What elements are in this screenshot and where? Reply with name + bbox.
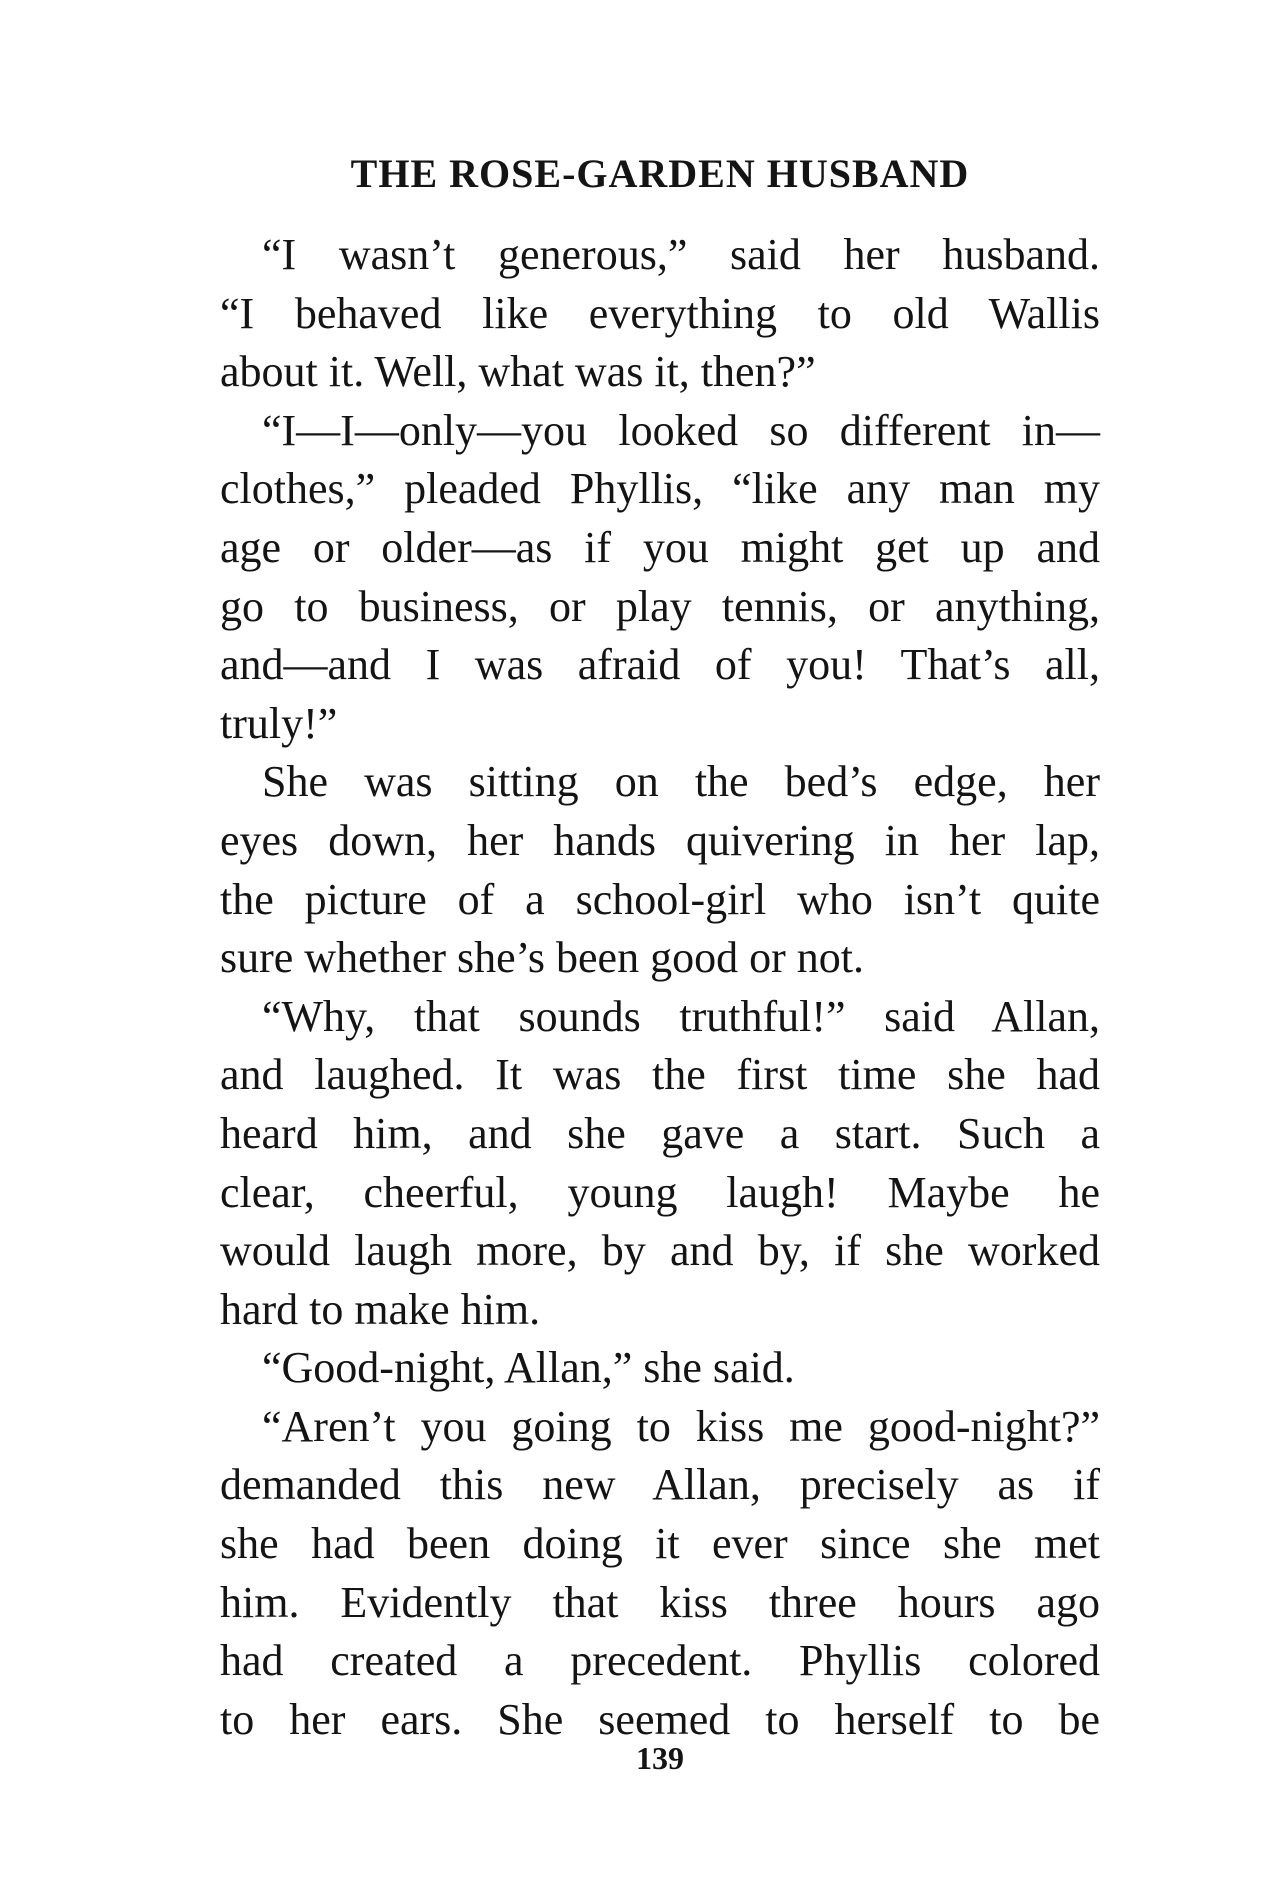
text-line: “Aren’t you going to kiss me good-night?” xyxy=(262,1401,1100,1451)
text-line: “Why, that sounds truthful!” said Allan, xyxy=(262,991,1100,1041)
text-line: sure whether she’s been good or not. xyxy=(220,933,864,983)
text-line: eyes down, her hands quivering in her lap, xyxy=(220,815,1100,865)
text-line: clothes,” pleaded Phyllis, “like any man my xyxy=(220,464,1100,514)
text-line: him. Evidently that kiss three hours ago xyxy=(220,1577,1100,1627)
running-head: THE ROSE-GARDEN HUSBAND xyxy=(350,151,970,196)
page-number: 139 xyxy=(636,1740,684,1776)
text-line: to her ears. She seemed to herself to be xyxy=(220,1694,1100,1744)
text-line: clear, cheerful, young laugh! Maybe he xyxy=(220,1167,1100,1217)
text-line: demanded this new Allan, precisely as if xyxy=(220,1460,1100,1510)
body-text xyxy=(220,226,1100,1749)
text-line: she had been doing it ever since she met xyxy=(220,1519,1100,1569)
text-line: would laugh more, by and by, if she worked xyxy=(220,1226,1100,1276)
text-line: and—and I was afraid of you! That’s all, xyxy=(220,640,1100,690)
text-line: the picture of a school-girl who isn’t quite xyxy=(220,874,1100,924)
text-line: “I—I—only—you looked so different in— xyxy=(262,405,1100,455)
text-line: age or older—as if you might get up and xyxy=(220,522,1100,572)
text-line: about it. Well, what was it, then?” xyxy=(220,347,816,397)
text-line: truly!” xyxy=(220,698,338,748)
text-line: “I wasn’t generous,” said her husband. xyxy=(262,230,1100,279)
text-line: “Good-night, Allan,” she said. xyxy=(262,1343,795,1393)
text-line: “I behaved like everything to old Wallis xyxy=(220,288,1100,338)
text-line: go to business, or play tennis, or anything, xyxy=(220,581,1100,631)
text-line: heard him, and she gave a start. Such a xyxy=(220,1108,1100,1158)
text-line: hard to make him. xyxy=(220,1284,541,1334)
text-line: and laughed. It was the first time she had xyxy=(220,1050,1100,1100)
text-line: She was sitting on the bed’s edge, her xyxy=(262,757,1100,807)
text-line: had created a precedent. Phyllis colored xyxy=(220,1636,1100,1686)
